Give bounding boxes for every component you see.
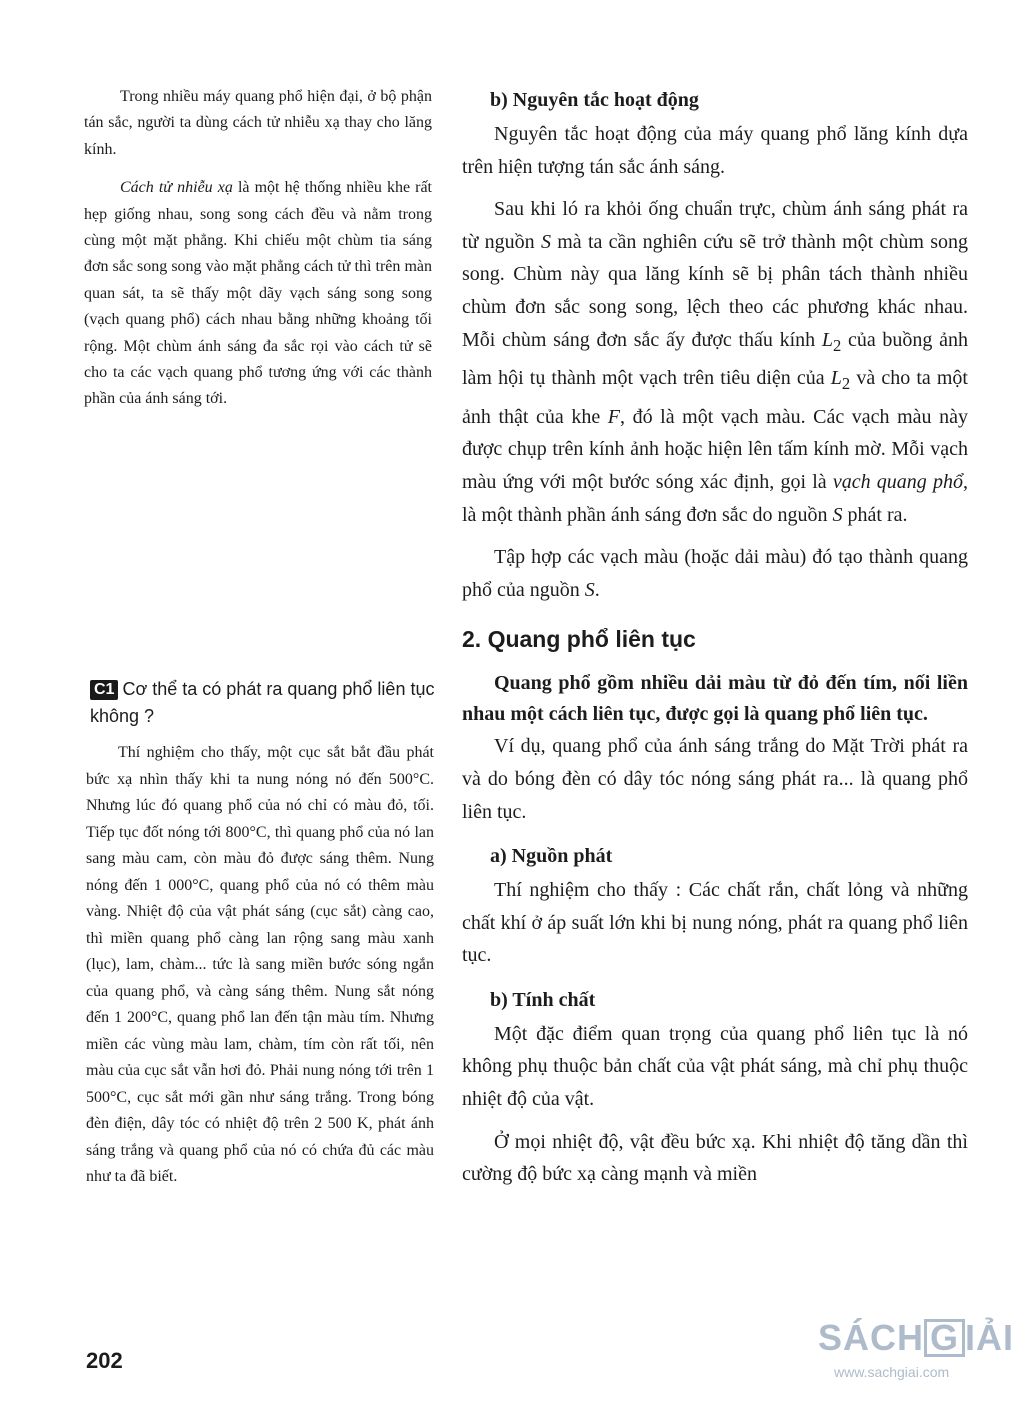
page-number: 202 <box>86 1348 123 1373</box>
symbol-l: L <box>830 367 842 390</box>
grating-term: Cách tử nhiễu xạ <box>120 179 233 197</box>
example-paragraph: Ví dụ, quang phổ của ánh sáng trắng do Mặt Trời phát ra và do bóng đèn có dây tóc nóng sáng phát ra... là quang phổ liên tục. <box>462 735 968 823</box>
question-text: Cơ thể ta có phát ra quang phổ liên tục không ? <box>90 679 435 726</box>
text-run: Tập hợp các vạch màu (hoặc dải màu) đó tạo thành quang phổ của nguồn <box>462 546 968 601</box>
symbol-l: L <box>821 328 833 351</box>
subheading-principle: b) Nguyên tắc hoạt động <box>490 89 699 111</box>
grating-definition: là một hệ thống nhiều khe rất hẹp giống nhau, song song cách đều và nằm trong cùng một mặt phẳng. Khi chiếu một chùm tia sáng đơn sắc song song vào mặt phẳng cách tử thì trên màn quan sát, ta sẽ thấy một dãy vạch sáng song song (vạch quang phổ) cách nhau bằng những khoảng tối rộng. Một chùm ánh sáng đa sắc rọi vào cách tử sẽ cho ta các vạch quang phổ tương ứng với các thành phần của ánh sáng tới. <box>84 179 433 408</box>
spectral-line-term: vạch quang phổ <box>832 470 963 493</box>
text-run: phát ra. <box>842 503 908 526</box>
property-paragraph-2: Ở mọi nhiệt độ, vật đều bức xạ. Khi nhiệt độ tăng dần thì cường độ bức xạ càng mạnh và miền <box>462 1130 968 1186</box>
symbol-s: S <box>832 503 843 526</box>
right-column <box>462 84 968 1191</box>
question-badge: C1 <box>90 680 118 700</box>
text-run: . <box>594 578 600 601</box>
principle-paragraph-3 <box>462 541 968 606</box>
definition: Quang phổ gồm nhiều dải màu từ đỏ đến tím, nối liền nhau một cách liên tục, được gọi là quang phổ liên tục. <box>462 672 968 726</box>
experiment-box <box>86 740 434 1191</box>
watermark-url: www.sachgiai.com <box>834 1364 950 1380</box>
symbol-s: S <box>540 230 551 253</box>
symbol-l-subscript: 2 <box>832 335 842 355</box>
question-c1 <box>90 676 440 730</box>
property-paragraph-1: Một đặc điểm quan trọng của quang phổ liên tục là nó không phụ thuộc bản chất của vật phát sáng, mà chỉ phụ thuộc nhiệt độ của vật. <box>462 1022 968 1111</box>
watermark-logo <box>818 1318 1018 1358</box>
source-paragraph: Thí nghiệm cho thấy : Các chất rắn, chất lỏng và những chất khí ở áp suất lớn khi bị nung nóng, phát ra quang phổ liên tục. <box>462 879 968 967</box>
section-heading: 2. Quang phổ liên tục <box>462 626 696 653</box>
sidenote-paragraph-2 <box>84 175 432 413</box>
subheading-property: b) Tính chất <box>490 988 596 1011</box>
text-run: và cho ta một ảnh thật của khe <box>462 367 968 428</box>
watermark-logo-part: SÁCH <box>818 1317 925 1358</box>
text-run: Sau khi ló ra khỏi ống chuẩn trực, chùm ánh sáng phát ra từ nguồn <box>462 198 968 253</box>
watermark-logo-part: IẢI <box>965 1317 1015 1358</box>
sidenote-paragraph-1: Trong nhiều máy quang phổ hiện đại, ở bộ phận tán sắc, người ta dùng cách tử nhiễu xạ thay cho lăng kính. <box>84 88 432 158</box>
text-run: mà ta cần nghiên cứu sẽ trở thành một chùm song song. Chùm này qua lăng kính sẽ bị phân tách thành nhiều chùm đơn sắc song song, lệch theo các phương khác nhau. Mỗi chùm sáng đơn sắc ấy được thấu kính <box>462 230 968 351</box>
principle-paragraph-2 <box>462 193 968 531</box>
symbol-s: S <box>584 578 595 601</box>
principle-paragraph-1: Nguyên tắc hoạt động của máy quang phổ lăng kính dựa trên hiện tượng tán sắc ánh sáng. <box>462 123 968 178</box>
left-column <box>84 84 432 413</box>
text-run: , là một thành phần ánh sáng đơn sắc do nguồn <box>462 470 968 526</box>
sidenote <box>84 84 432 413</box>
watermark <box>818 1318 1018 1380</box>
watermark-logo-g: G <box>924 1319 965 1357</box>
symbol-l-subscript: 2 <box>841 374 851 394</box>
symbol-f: F <box>607 405 620 428</box>
experiment-text: Thí nghiệm cho thấy, một cục sắt bắt đầu phát bức xạ nhìn thấy khi ta nung nóng nó đến 500°C. Nhưng lúc đó quang phổ của nó chỉ có màu đỏ, tối. Tiếp tục đốt nóng tới 800°C, thì quang phổ của nó lan sang màu cam, còn màu đỏ được sáng thêm. Nung nóng đến 1 000°C, quang phổ của nó có thêm màu vàng. Nhiệt độ của vật phát sáng (cục sắt) càng cao, thì miền quang phổ càng lan rộng sang màu xanh (lục), lam, chàm... tức là sang miền bước sóng ngắn của quang phổ, và càng sáng thêm. Nung sắt nóng đến 1 200°C, quang phổ lan đến tận màu tím. Nhưng miền các vùng màu lam, chàm, tím còn rất tối, nên màu của cục sắt vẫn hơi đỏ. Phải nung nóng tới trên 1 500°C, cục sắt mới gần như sáng trắng. Trong bóng đèn điện, dây tóc có nhiệt độ trên 2 500 K, phát ánh sáng trắng và quang phổ của nó có chứa đủ các màu như ta đã biết. <box>86 744 434 1185</box>
subheading-source: a) Nguồn phát <box>490 845 613 868</box>
text-run: , đó là một vạch màu. Các vạch màu này được chụp trên kính ảnh hoặc hiện lên tấm kính mờ. Mỗi vạch màu ứng với một bước sóng xác định, gọi là <box>462 405 968 493</box>
text-run: của buồng ảnh làm hội tụ thành một vạch trên tiêu diện của <box>462 328 968 390</box>
